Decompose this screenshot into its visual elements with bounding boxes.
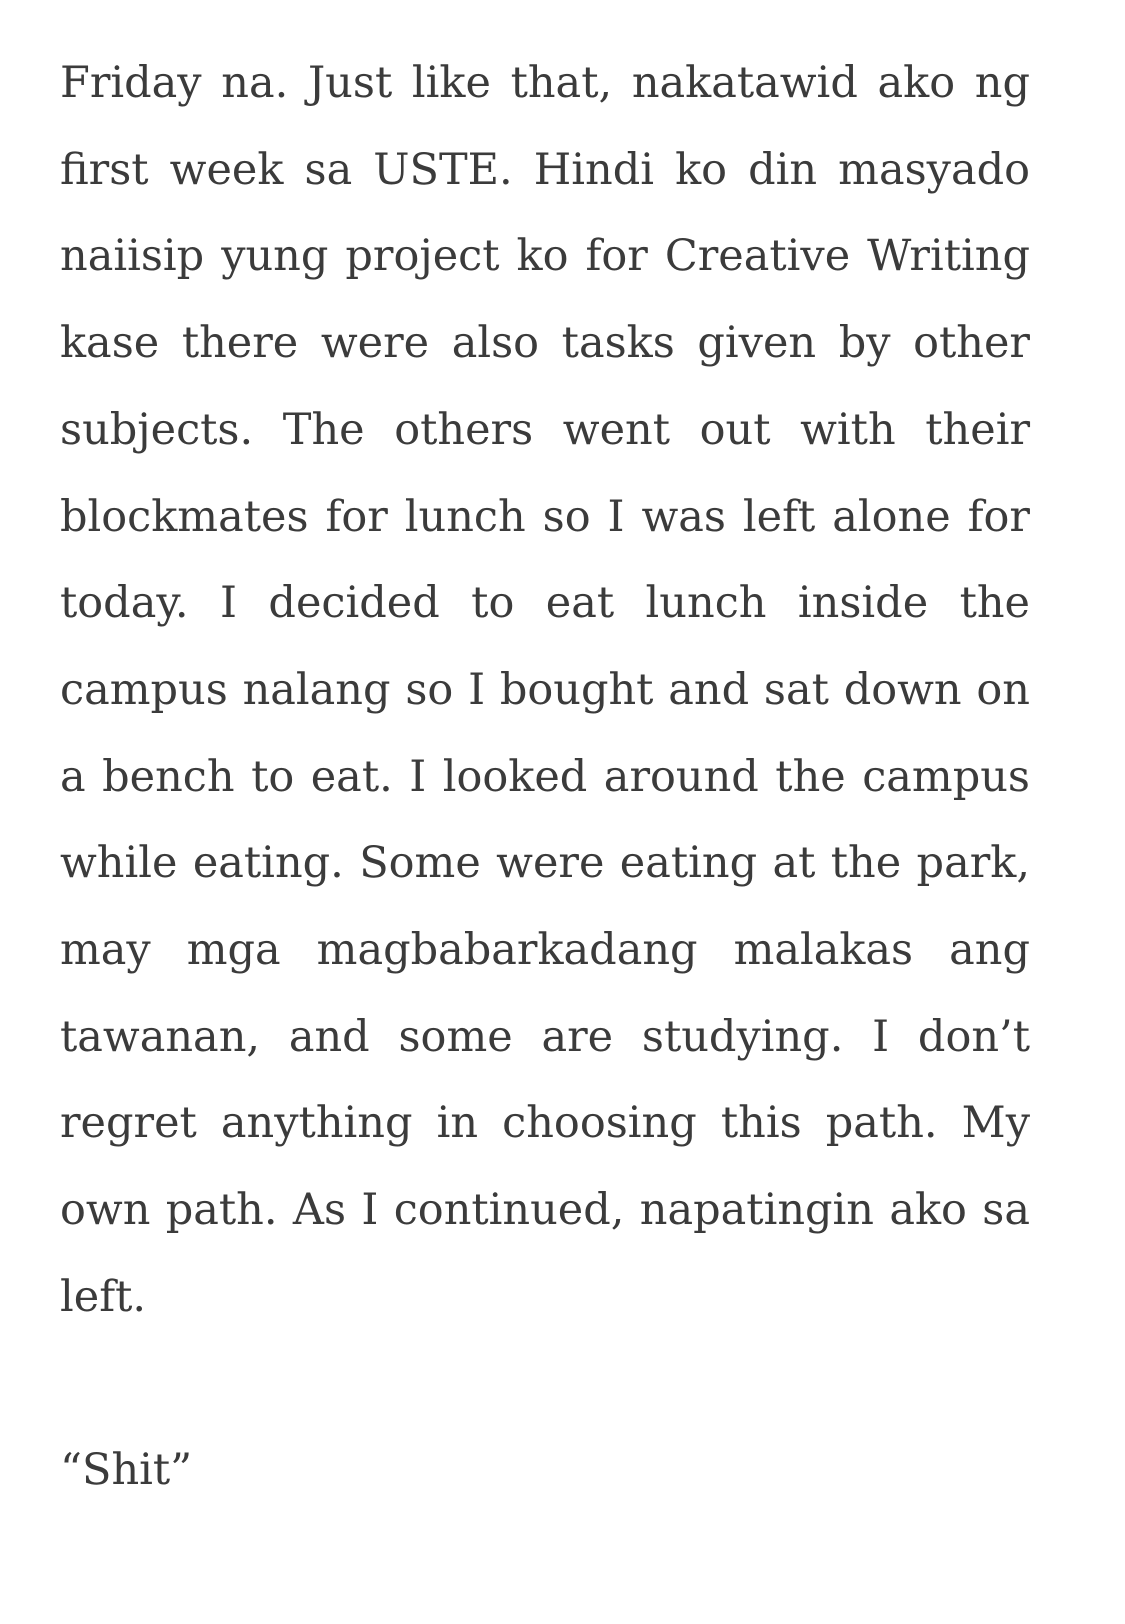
dialogue-line: “Shit”: [60, 1444, 193, 1495]
story-reader: [60, 40, 1030, 1513]
story-paragraph: Friday na. Just like that, nakatawid ako ng first week sa USTE. Hindi ko din masyado naiisip yung project ko for Creative Writing kase there were also tasks given by other subjects. The others went out with their blockmates for lunch so I was left alone for today. I decided to eat lunch inside the campus nalang so I bought and sat down on a bench to eat. I looked around the campus while eating. Some were eating at the park, may mga magbabarkadang malakas ang tawanan, and some are studying. I don’t regret anything in choosing this path. My own path. As I continued, napatingin ako sa left.: [60, 58, 1030, 1322]
